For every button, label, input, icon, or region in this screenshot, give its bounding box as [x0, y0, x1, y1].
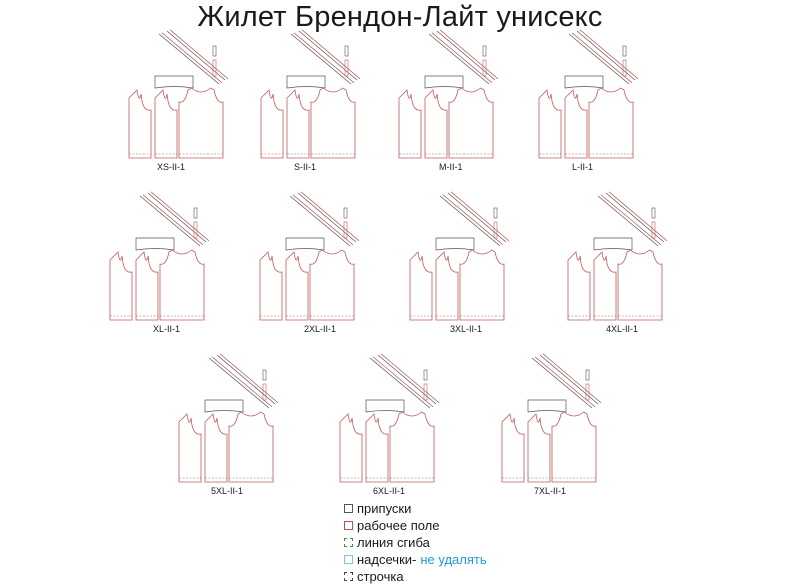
pattern-group-4xl-ii-1 [568, 192, 667, 320]
left-front-piece [110, 252, 132, 320]
left-front-piece [502, 414, 524, 482]
tab-piece [194, 208, 197, 218]
size-label: 5XL-II-1 [211, 486, 244, 496]
left-front-piece [260, 252, 282, 320]
size-label: S-II-1 [294, 162, 317, 172]
legend-label: надсечки- [357, 552, 417, 567]
tab-piece [586, 370, 589, 380]
pattern-group-m-ii-1 [399, 30, 498, 158]
tab-piece [623, 46, 626, 56]
binding-strip [598, 196, 658, 246]
collar-piece [205, 400, 243, 412]
size-label: XS-II-1 [157, 162, 186, 172]
back-piece [460, 250, 504, 320]
legend-note: не удалять [420, 552, 487, 567]
pattern-group-5xl-ii-1 [179, 354, 278, 482]
right-front-piece [565, 90, 587, 158]
pattern-group-xs-ii-1 [129, 30, 228, 158]
collar-piece [155, 76, 193, 88]
back-piece [552, 412, 596, 482]
legend-item-stitch [344, 568, 604, 585]
left-front-piece [340, 414, 362, 482]
right-front-piece [594, 252, 616, 320]
binding-strip [440, 30, 498, 79]
pattern-group-6xl-ii-1 [340, 354, 439, 482]
right-front-piece [136, 252, 158, 320]
back-piece [311, 88, 355, 158]
legend-item-allowance [344, 500, 604, 517]
binding-strip [609, 192, 667, 241]
pattern-group-s-ii-1 [261, 30, 360, 158]
tab-piece [345, 46, 348, 56]
legend-label: рабочее поле [357, 518, 440, 533]
right-front-piece [366, 414, 388, 482]
binding-strip [167, 31, 225, 80]
left-front-piece [568, 252, 590, 320]
right-front-piece [155, 90, 177, 158]
pattern-group-xl-ii-1 [110, 192, 209, 320]
back-piece [310, 250, 354, 320]
size-label: L-II-1 [572, 162, 594, 172]
binding-strip [532, 358, 592, 408]
collar-piece [425, 76, 463, 88]
right-front-piece [287, 90, 309, 158]
tab-piece [424, 370, 427, 380]
collar-piece [528, 400, 566, 412]
allowance-swatch-icon [344, 504, 353, 513]
size-label: M-II-1 [439, 162, 463, 172]
tab-piece [483, 46, 486, 56]
size-label: 2XL-II-1 [304, 324, 337, 334]
tab-piece [344, 208, 347, 218]
size-label: 3XL-II-1 [450, 324, 483, 334]
collar-piece [136, 238, 174, 250]
left-front-piece [179, 414, 201, 482]
collar-piece [286, 238, 324, 250]
binding-strip [170, 30, 228, 79]
right-front-piece [436, 252, 458, 320]
size-label: 7XL-II-1 [534, 486, 567, 496]
size-label: XL-II-1 [153, 324, 181, 334]
collar-piece [366, 400, 404, 412]
binding-strip [209, 358, 269, 408]
tab-piece [213, 46, 216, 56]
back-piece [179, 88, 223, 158]
legend-item-notches [344, 551, 604, 568]
legend [344, 500, 604, 585]
work-field-swatch-icon [344, 521, 353, 530]
tab-piece [263, 370, 266, 380]
page-title: Жилет Брендон-Лайт унисекс [197, 1, 603, 33]
back-piece [390, 412, 434, 482]
stitch-swatch-icon [344, 572, 353, 581]
left-front-piece [539, 90, 561, 158]
binding-strip [151, 192, 209, 241]
collar-piece [436, 238, 474, 250]
size-label: 4XL-II-1 [606, 324, 639, 334]
binding-strip [301, 192, 359, 241]
tab-piece [494, 208, 497, 218]
binding-strip [370, 358, 430, 408]
legend-item-work-field [344, 517, 604, 534]
notch-swatch-icon [344, 555, 353, 564]
back-piece [160, 250, 204, 320]
left-front-piece [399, 90, 421, 158]
collar-piece [287, 76, 325, 88]
right-front-piece [205, 414, 227, 482]
binding-strip [543, 354, 601, 403]
left-front-piece [261, 90, 283, 158]
back-piece [618, 250, 662, 320]
binding-strip [159, 34, 219, 84]
binding-strip [290, 196, 350, 246]
legend-label: строчка [357, 569, 404, 584]
fold-line-swatch-icon [344, 538, 353, 547]
binding-strip [440, 196, 500, 246]
binding-strip [451, 192, 509, 241]
left-front-piece [129, 90, 151, 158]
pattern-group-l-ii-1 [539, 30, 638, 158]
right-front-piece [286, 252, 308, 320]
legend-label: линия сгиба [357, 535, 430, 550]
binding-strip [580, 30, 638, 79]
legend-item-fold-line [344, 534, 604, 551]
back-piece [449, 88, 493, 158]
binding-strip [302, 30, 360, 79]
legend-label: припуски [357, 501, 412, 516]
right-front-piece [528, 414, 550, 482]
right-front-piece [425, 90, 447, 158]
binding-strip [429, 34, 489, 84]
left-front-piece [410, 252, 432, 320]
pattern-group-2xl-ii-1 [260, 192, 359, 320]
collar-piece [565, 76, 603, 88]
binding-strip [291, 34, 351, 84]
back-piece [229, 412, 273, 482]
collar-piece [594, 238, 632, 250]
binding-strip [569, 34, 629, 84]
binding-strip [140, 196, 200, 246]
pattern-group-3xl-ii-1 [410, 192, 509, 320]
binding-strip [220, 354, 278, 403]
tab-piece [652, 208, 655, 218]
binding-strip [381, 354, 439, 403]
binding-strip [148, 193, 206, 242]
pattern-group-7xl-ii-1 [502, 354, 601, 482]
back-piece [589, 88, 633, 158]
size-label: 6XL-II-1 [373, 486, 406, 496]
